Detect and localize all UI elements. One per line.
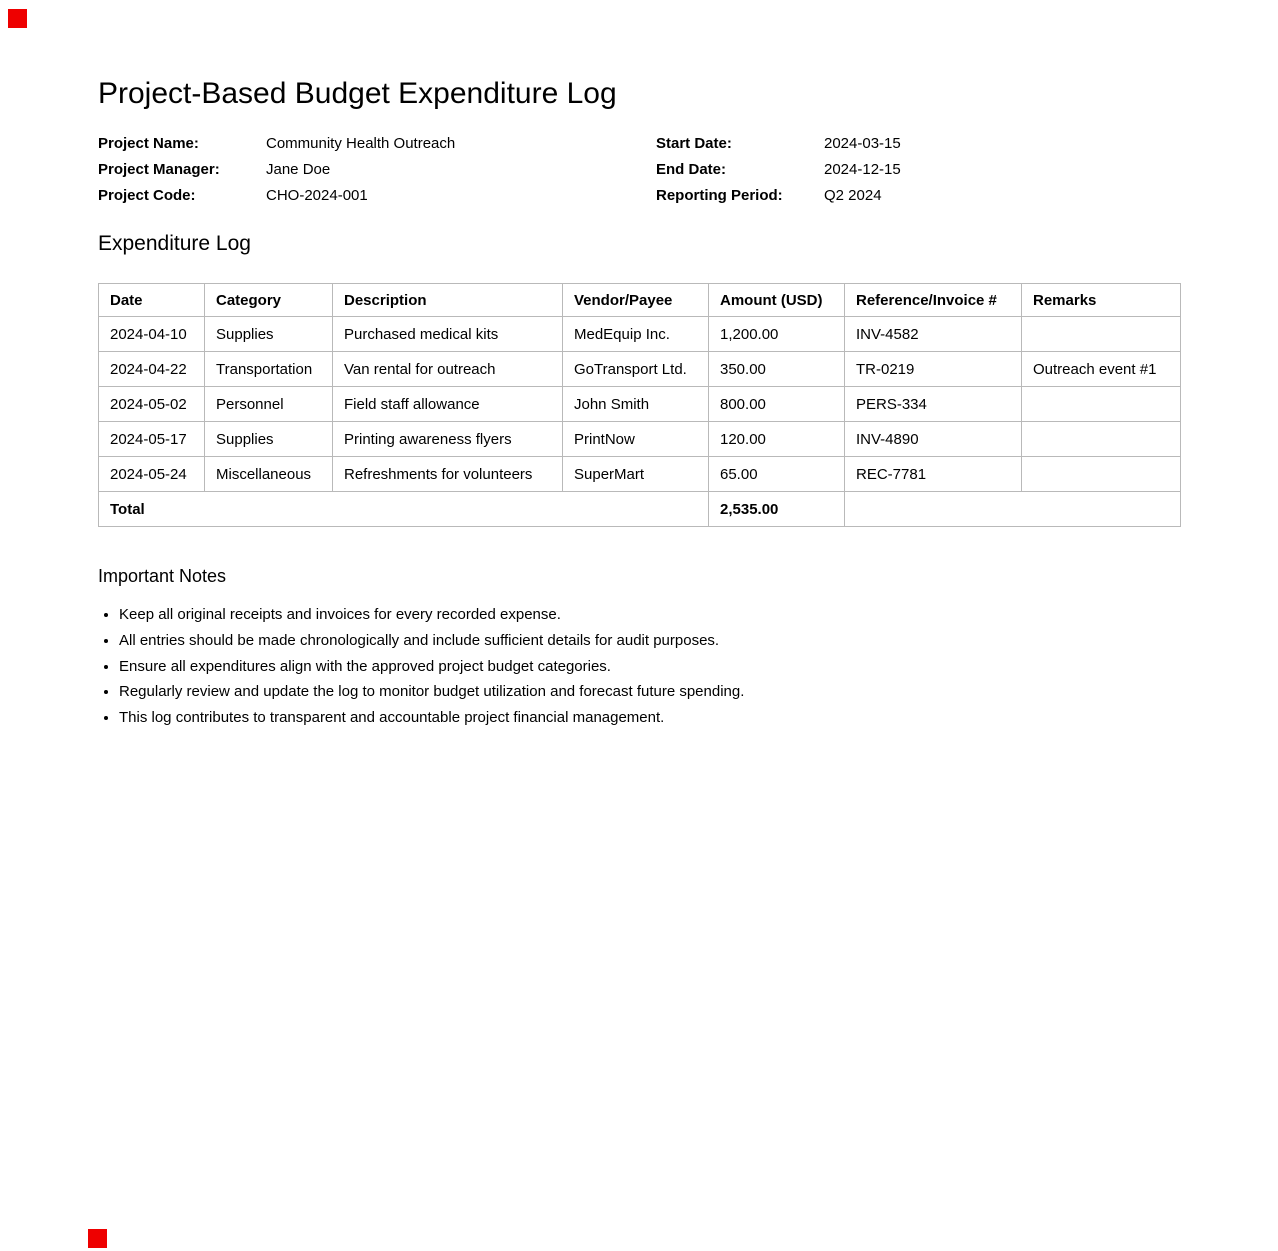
cell-reference: INV-4890 <box>845 422 1022 457</box>
cell-reference: PERS-334 <box>845 387 1022 422</box>
cell-reference: REC-7781 <box>845 457 1022 492</box>
cell-remarks <box>1022 387 1181 422</box>
cell-reference: TR-0219 <box>845 352 1022 387</box>
cell-vendor: SuperMart <box>563 457 709 492</box>
cell-date: 2024-05-02 <box>99 387 205 422</box>
meta-value-start-date: 2024-03-15 <box>824 135 901 152</box>
expenditure-table <box>98 283 1181 527</box>
cell-category: Supplies <box>205 422 333 457</box>
cell-date: 2024-05-24 <box>99 457 205 492</box>
meta-value-reporting-period: Q2 2024 <box>824 187 882 204</box>
column-header-reference: Reference/Invoice # <box>845 284 1022 317</box>
meta-label-project-name: Project Name: <box>98 135 199 152</box>
red-marker-bottom-left <box>88 1229 107 1248</box>
cell-description: Purchased medical kits <box>333 317 563 352</box>
cell-vendor: PrintNow <box>563 422 709 457</box>
cell-category: Personnel <box>205 387 333 422</box>
cell-description: Printing awareness flyers <box>333 422 563 457</box>
cell-amount: 65.00 <box>709 457 845 492</box>
meta-value-project-manager: Jane Doe <box>266 161 331 178</box>
important-notes-heading: Important Notes <box>98 566 227 586</box>
table-total-row <box>99 492 1181 527</box>
cell-amount: 120.00 <box>709 422 845 457</box>
red-marker-top-left <box>8 9 27 28</box>
page-title: Project-Based Budget Expenditure Log <box>98 77 617 110</box>
total-label: Total <box>99 492 709 527</box>
meta-value-project-name: Community Health Outreach <box>266 135 456 152</box>
cell-vendor: MedEquip Inc. <box>563 317 709 352</box>
table-row <box>99 387 1181 422</box>
column-header-remarks: Remarks <box>1022 284 1181 317</box>
cell-category: Transportation <box>205 352 333 387</box>
total-empty-cell <box>845 492 1181 527</box>
column-header-category: Category <box>205 284 333 317</box>
cell-description: Refreshments for volunteers <box>333 457 563 492</box>
meta-value-project-code: CHO-2024-001 <box>266 187 368 204</box>
table-row <box>99 352 1181 387</box>
cell-category: Supplies <box>205 317 333 352</box>
cell-amount: 800.00 <box>709 387 845 422</box>
cell-reference: INV-4582 <box>845 317 1022 352</box>
cell-category: Miscellaneous <box>205 457 333 492</box>
cell-remarks: Outreach event #1 <box>1022 352 1181 387</box>
table-row <box>99 317 1181 352</box>
table-row <box>99 457 1181 492</box>
cell-description: Van rental for outreach <box>333 352 563 387</box>
column-header-amount: Amount (USD) <box>709 284 845 317</box>
cell-description: Field staff allowance <box>333 387 563 422</box>
table-row <box>99 422 1181 457</box>
note-item: • Regularly review and update the log to monitor budget utilization and forecast future spending. <box>119 679 1180 705</box>
note-item: • This log contributes to transparent and accountable project financial management. <box>119 705 1180 731</box>
column-header-vendor: Vendor/Payee <box>563 284 709 317</box>
note-item: • All entries should be made chronologically and include sufficient details for audit purposes. <box>119 628 1180 654</box>
note-item: • Keep all original receipts and invoices for every recorded expense. <box>119 602 1180 628</box>
cell-date: 2024-04-10 <box>99 317 205 352</box>
meta-value-end-date: 2024-12-15 <box>824 161 901 178</box>
meta-label-project-code: Project Code: <box>98 187 196 204</box>
cell-remarks <box>1022 317 1181 352</box>
cell-amount: 350.00 <box>709 352 845 387</box>
expenditure-log-heading: Expenditure Log <box>98 232 251 255</box>
note-item: • Ensure all expenditures align with the approved project budget categories. <box>119 654 1180 680</box>
cell-vendor: GoTransport Ltd. <box>563 352 709 387</box>
meta-label-reporting-period: Reporting Period: <box>656 187 783 204</box>
total-amount: 2,535.00 <box>709 492 845 527</box>
cell-vendor: John Smith <box>563 387 709 422</box>
column-header-date: Date <box>99 284 205 317</box>
cell-date: 2024-04-22 <box>99 352 205 387</box>
cell-remarks <box>1022 422 1181 457</box>
column-header-description: Description <box>333 284 563 317</box>
meta-label-project-manager: Project Manager: <box>98 161 220 178</box>
meta-label-end-date: End Date: <box>656 161 727 178</box>
cell-amount: 1,200.00 <box>709 317 845 352</box>
project-metadata <box>98 131 1180 209</box>
meta-label-start-date: Start Date: <box>656 135 732 152</box>
important-notes-list <box>98 602 1180 731</box>
cell-date: 2024-05-17 <box>99 422 205 457</box>
cell-remarks <box>1022 457 1181 492</box>
table-header-row <box>99 284 1181 317</box>
